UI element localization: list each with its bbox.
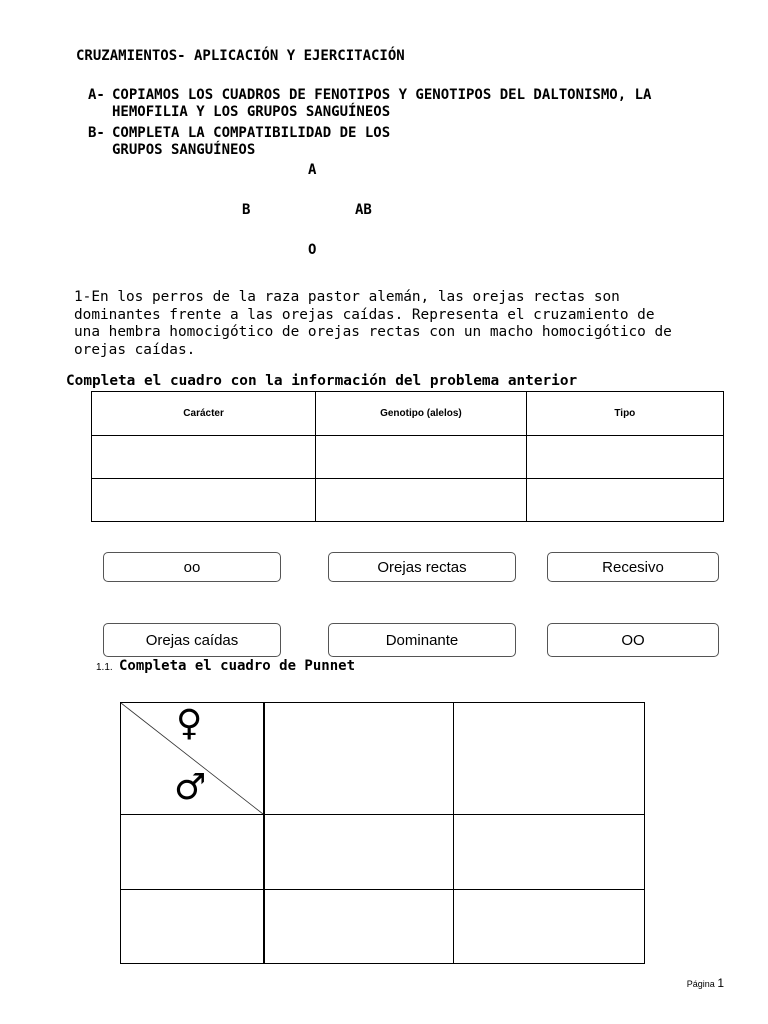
instruction-a-text: COPIAMOS LOS CUADROS DE FENOTIPOS Y GENOTIPOS DEL DALTONISMO, LA HEMOFILIA Y LOS GRUPOS SANGUÍNEOS xyxy=(112,87,652,120)
grid-line xyxy=(644,702,645,964)
male-symbol-icon: ♂ xyxy=(174,767,207,808)
option-oo[interactable]: oo xyxy=(103,552,281,582)
table-header-cell: Carácter xyxy=(92,392,316,436)
option-orejas-rectas[interactable]: Orejas rectas xyxy=(328,552,516,582)
table-cell-input[interactable] xyxy=(316,479,526,522)
blood-group-o: O xyxy=(308,242,317,258)
table-row xyxy=(92,479,724,522)
table-header-cell: Genotipo (alelos) xyxy=(316,392,526,436)
blood-group-ab: AB xyxy=(355,202,372,218)
option-oo-uppercase[interactable]: OO xyxy=(547,623,719,657)
table-cell-input[interactable] xyxy=(526,479,723,522)
grid-line xyxy=(120,963,645,964)
table-caption: Completa el cuadro con la información del problema anterior xyxy=(66,373,578,389)
instruction-a-letter: A- xyxy=(88,87,105,103)
punnett-cell-result-4[interactable] xyxy=(454,890,644,963)
table-row xyxy=(92,436,724,479)
option-dominante[interactable]: Dominante xyxy=(328,623,516,657)
problem-statement: 1-En los perros de la raza pastor alemán, las orejas rectas son dominantes frente a las orejas caídas. Representa el cruzamiento de una hembra homocigótico de orejas rectas con un macho homocigótico de orejas caídas. xyxy=(74,289,672,358)
female-symbol-icon: ♀ xyxy=(176,703,203,744)
option-orejas-caidas[interactable]: Orejas caídas xyxy=(103,623,281,657)
page-number: 1 xyxy=(717,976,724,990)
table-cell-input[interactable] xyxy=(316,436,526,479)
punnett-cell-result-2[interactable] xyxy=(454,815,644,889)
punnett-square xyxy=(120,702,645,964)
punnett-cell-female-2[interactable] xyxy=(454,703,644,814)
blood-group-a: A xyxy=(308,162,317,178)
page-label: Página xyxy=(686,979,715,989)
punnett-cell-female-1[interactable] xyxy=(265,703,453,814)
punnett-cell-result-1[interactable] xyxy=(265,815,453,889)
table-cell-input[interactable] xyxy=(92,479,316,522)
page-footer xyxy=(687,976,724,990)
blood-group-b: B xyxy=(242,202,251,218)
option-recesivo[interactable]: Recesivo xyxy=(547,552,719,582)
table-cell-input[interactable] xyxy=(92,436,316,479)
trait-table xyxy=(91,391,724,522)
trait-table-container xyxy=(91,391,724,522)
page-title: CRUZAMIENTOS- APLICACIÓN Y EJERCITACIÓN xyxy=(76,48,405,64)
punnett-number: 1.1. xyxy=(96,662,113,673)
instruction-b-text: COMPLETA LA COMPATIBILIDAD DE LOS GRUPOS SANGUÍNEOS xyxy=(112,125,391,158)
table-header-row xyxy=(92,392,724,436)
table-cell-input[interactable] xyxy=(526,436,723,479)
punnett-cell-result-3[interactable] xyxy=(265,890,453,963)
punnett-cell-male-1[interactable] xyxy=(121,815,263,889)
punnett-cell-male-2[interactable] xyxy=(121,890,263,963)
instruction-b-letter: B- xyxy=(88,125,105,141)
table-header-cell: Tipo xyxy=(526,392,723,436)
punnett-instruction: Completa el cuadro de Punnet xyxy=(119,658,356,674)
